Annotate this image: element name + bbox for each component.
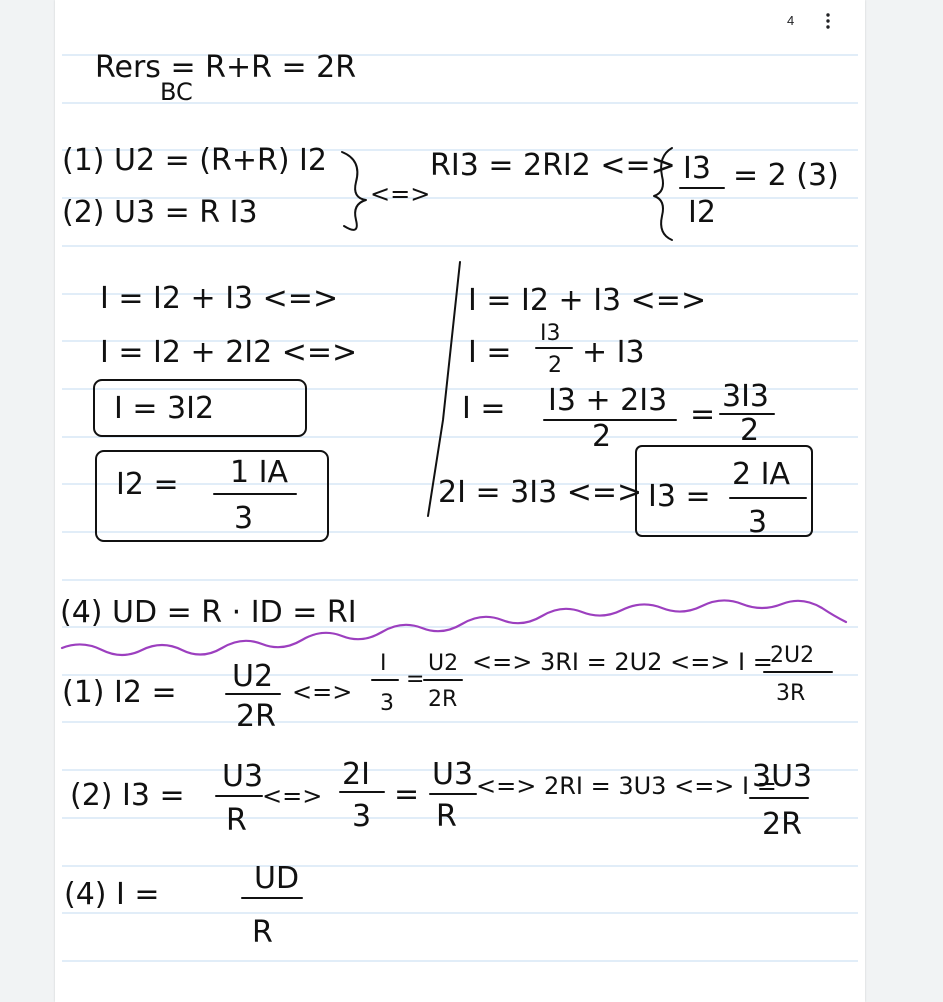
eq-1-lhs: (1) I2 = — [62, 675, 177, 710]
eq-2-rest: <=> 2RI = 3U3 <=> I = — [476, 772, 777, 800]
right-line-4-box-den: 3 — [748, 505, 768, 540]
right-line-3-den: 2 — [592, 419, 612, 454]
left-line-4-lhs: I2 = — [116, 467, 179, 502]
right-line-2-rest: + I3 — [582, 335, 645, 370]
eq-5-num: UD — [254, 861, 300, 896]
eq-2-eq: = — [394, 777, 420, 812]
eq-2-num: U3 — [222, 759, 264, 794]
right-line-3-num: I3 + 2I3 — [548, 383, 668, 418]
right-line-3-eq: = — [690, 397, 716, 432]
eq-2-res-den: 2R — [762, 807, 802, 842]
eq-1-res-den: 3R — [776, 681, 806, 706]
right-line-1: I = I2 + I3 <=> — [468, 283, 707, 318]
eq-2-frac3-den: R — [436, 799, 457, 834]
eq-1-u2: (1) U2 = (R+R) I2 — [62, 143, 327, 178]
left-line-4-den: 3 — [234, 501, 254, 536]
eq-2-den: R — [226, 803, 247, 838]
eq-2-frac3-num: U3 — [432, 757, 474, 792]
eq-5-lhs: (4) I = — [64, 877, 160, 912]
eq-resistance-subscript: BC — [160, 78, 193, 106]
left-line-1: I = I2 + I3 <=> — [100, 281, 339, 316]
eq-1-den: 2R — [236, 699, 276, 734]
right-line-4-box-lhs: I3 = — [648, 479, 711, 514]
eq-1-frac2-num: I — [380, 651, 387, 676]
eq-4-ud: (4) UD = R · ID = RI — [60, 595, 357, 630]
right-line-2-num: I3 — [540, 321, 561, 346]
eq-1-frac3-den: 2R — [428, 687, 458, 712]
left-line-2: I = I2 + 2I2 <=> — [100, 335, 358, 370]
eq-2-lhs: (2) I3 = — [70, 778, 185, 813]
eq-2-res-num: 3U3 — [752, 759, 813, 794]
left-line-3: I = 3I2 — [114, 391, 215, 426]
right-line-4: 2I = 3I3 <=> — [438, 475, 643, 510]
brace-right — [342, 152, 366, 230]
eq-resistance-bc: Rers = R+R = 2R — [95, 50, 357, 85]
left-line-4-num: 1 IA — [230, 455, 288, 490]
right-line-4-box-num: 2 IA — [732, 457, 790, 492]
eq-2-frac2-den: 3 — [352, 799, 372, 834]
eq-2-u3: (2) U3 = R I3 — [62, 195, 258, 230]
eq-1-res-num: 2U2 — [770, 643, 815, 668]
eq-1-eq: = — [406, 667, 425, 692]
eq-2-equiv: <=> — [262, 782, 323, 810]
eq-1-frac2-den: 3 — [380, 691, 394, 716]
right-line-2-den: 2 — [548, 353, 562, 378]
eq-1-rest: <=> 3RI = 2U2 <=> I = — [472, 648, 773, 676]
ratio-den: I2 — [688, 195, 716, 230]
eq-5-den: R — [252, 915, 273, 950]
page-number: 4 — [787, 13, 795, 28]
right-line-3-lhs: I = — [462, 391, 506, 426]
eq-2-frac2-num: 2I — [342, 757, 370, 792]
equiv-sign-1: <=> — [370, 180, 431, 208]
ratio-num: I3 — [683, 151, 711, 186]
right-line-2-lhs: I = — [468, 335, 512, 370]
right-line-3-num2: 3I3 — [722, 379, 770, 414]
right-line-3-den2: 2 — [740, 413, 760, 448]
eq-1-num: U2 — [232, 659, 274, 694]
eq-1-frac3-num: U2 — [428, 651, 459, 676]
ratio-result: = 2 (3) — [733, 158, 839, 193]
eq-ri3-2ri2: RI3 = 2RI2 <=> — [430, 148, 676, 183]
eq-1-equiv: <=> — [292, 678, 353, 706]
